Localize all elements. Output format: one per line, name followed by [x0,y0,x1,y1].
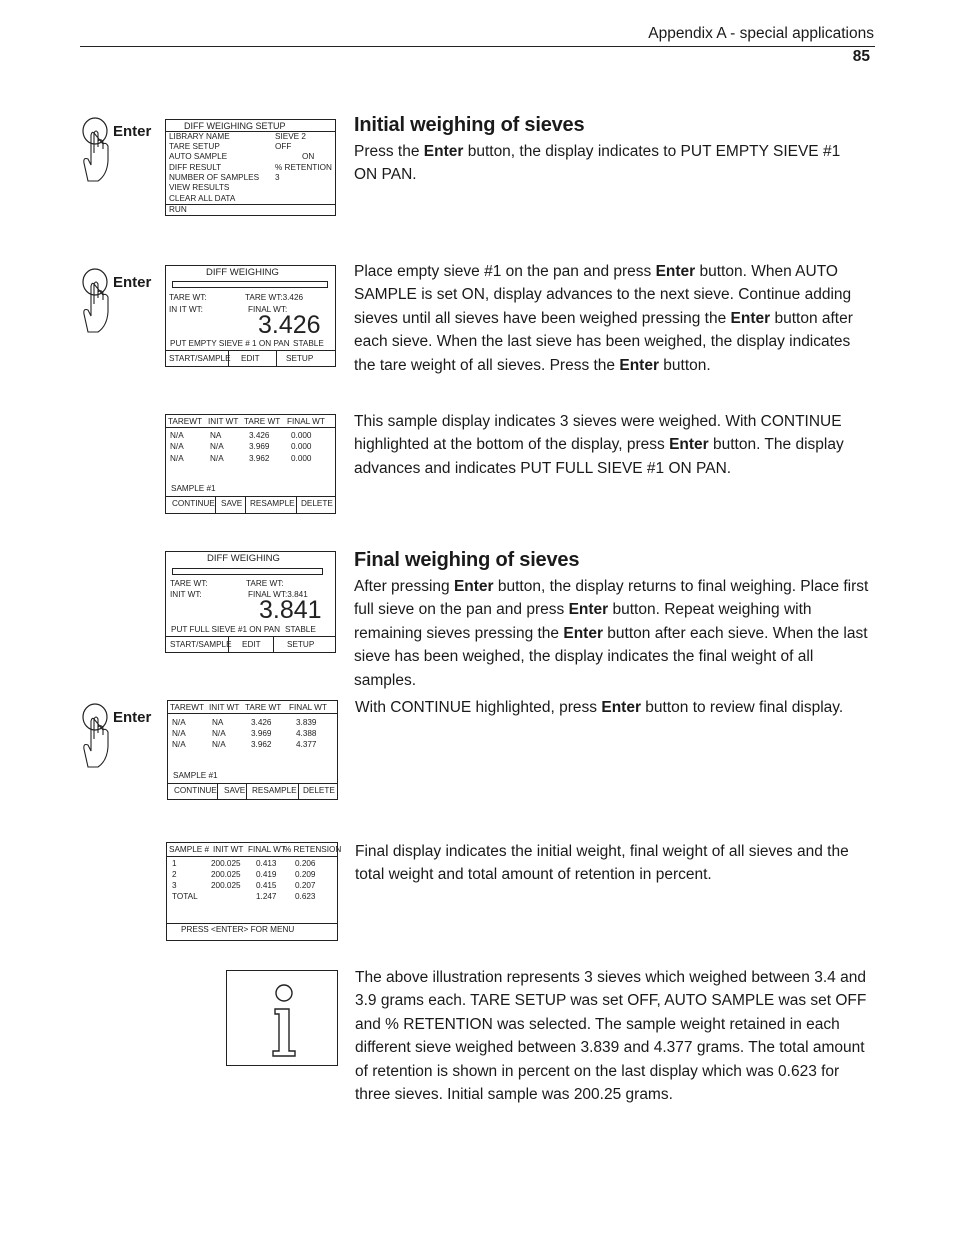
info-box [226,970,338,1066]
column-header: SAMPLE # [169,845,210,854]
paragraph: This sample display indicates 3 sieves were weighed. With CONTINUE highlighted at the bottom of the display, press Enter button. The display advances and indicates PUT FULL SIEVE #1 ON PAN. [354,413,844,477]
setup-label: NUMBER OF SAMPLES [169,173,260,182]
table-cell: N/A [210,454,224,463]
info-icon [227,971,336,1064]
weighing-display [165,551,336,653]
table-cell: 0.623 [295,892,316,901]
column-header: INIT WT [208,417,239,426]
running-header: Appendix A - special applications [648,25,874,42]
edit-softkey: EDIT [241,354,260,363]
column-header: FINAL WT [248,845,286,854]
table-cell: NA [212,718,224,727]
resample-softkey: RESAMPLE [250,499,295,508]
section-heading: Initial weighing of sieves [354,114,585,136]
table-cell: N/A [172,740,186,749]
enter-label: Enter [113,123,152,140]
tare-value: TARE WT: [246,579,284,588]
continue-softkey: CONTINUE [174,786,217,795]
resample-softkey: RESAMPLE [252,786,297,795]
setup-label: DIFF RESULT [169,163,222,172]
setup-label: LIBRARY NAME [169,132,230,141]
display-title: DIFF WEIGHING [207,553,280,564]
page-number: 85 [852,48,870,65]
save-softkey: SAVE [221,499,243,508]
final-label: FINAL WT: [248,305,288,314]
column-header: TARE WT [244,417,281,426]
table-cell: 0.413 [256,859,277,868]
table-cell: 4.377 [296,740,317,749]
table-cell: 0.000 [291,442,312,451]
tare-label: TARE WT: [169,293,207,302]
table-cell: N/A [170,454,184,463]
paragraph: Place empty sieve #1 on the pan and press Enter button. When AUTO SAMPLE is set ON, display advances to the next sieve. Continue adding sieves until all sieves have been weighed pressing the Enter button after each sieve. When the last sieve has been weighed, the display indicates the tare weight of all sieves. Press the Enter button. [354,263,853,374]
column-header: INIT WT [213,845,244,854]
note-paragraph: The above illustration represents 3 sieves which weighed between 3.4 and 3.9 grams each. TARE SETUP was set OFF, AUTO SAMPLE was set OFF and % RETENTION was selected. The sample weight retained in each different sieve weighed between 3.839 and 4.377 grams. The total amount of retention is shown in percent on the last display which was 0.623 for three sieves. Initial sample was 200.25 grams. [355,969,867,1104]
setup-softkey: SETUP [286,354,314,363]
paragraph: Press the Enter button, the display indicates to PUT EMPTY SIEVE #1 ON PAN. [354,143,841,184]
setup-value: SIEVE 2 [275,132,306,141]
table-cell: 3.962 [251,740,272,749]
init-label: IN IT WT: [169,305,203,314]
table-cell: 4.388 [296,729,317,738]
table-cell: 0.209 [295,870,316,879]
column-header: FINAL WT [289,703,327,712]
table-cell: 0.206 [295,859,316,868]
setup-label: AUTO SAMPLE [169,152,228,161]
setup-value: % RETENTION [275,163,332,172]
table-cell: NA [210,431,222,440]
table-cell: N/A [172,729,186,738]
save-softkey: SAVE [224,786,246,795]
table-cell: 0.419 [256,870,277,879]
run-item: RUN [169,205,187,214]
paragraph: After pressing Enter button, the display returns to final weighing. Place first full sieve on the pan and press Enter button. Repeat weighing with remaining sieves pressing the Enter button after each sieve. When the last sieve has been weighed, the display indicates the final weight of all samples. [354,578,869,689]
table-cell: 200.025 [211,870,241,879]
table-cell: N/A [212,729,226,738]
final-value: FINAL WT:3.841 [248,590,308,599]
table-cell: N/A [172,718,186,727]
table-cell: 0.000 [291,431,312,440]
tare-label: TARE WT: [170,579,208,588]
sample-label: SAMPLE #1 [173,771,218,780]
table-cell: 3.962 [249,454,270,463]
table-cell: 2 [172,870,177,879]
column-header: FINAL WT [287,417,325,426]
table-cell: 3.839 [296,718,317,727]
table-cell: 200.025 [211,881,241,890]
setup-softkey: SETUP [287,640,315,649]
display-title: DIFF WEIGHING SETUP [184,121,286,131]
tare-value: TARE WT:3.426 [245,293,304,302]
setup-label: CLEAR ALL DATA [169,194,236,203]
stable-indicator: STABLE [285,625,316,634]
table-cell: N/A [170,431,184,440]
weighing-display [165,265,336,367]
table-cell: 0.000 [291,454,312,463]
tare-results-display [165,414,336,514]
weight-reading: 3.426 [258,311,321,339]
status-message: PUT EMPTY SIEVE # 1 ON PAN [170,339,290,348]
init-label: INIT WT: [170,590,202,599]
progress-bar [172,281,328,288]
final-results-display [167,700,338,800]
setup-label: VIEW RESULTS [169,183,230,192]
delete-softkey: DELETE [301,499,333,508]
display-title: DIFF WEIGHING [206,267,279,278]
paragraph: With CONTINUE highlighted, press Enter button to review final display. [355,699,844,716]
table-cell: 3.426 [251,718,272,727]
sample-label: SAMPLE #1 [171,484,216,493]
table-cell: N/A [210,442,224,451]
setup-value: ON [302,152,315,161]
table-cell: 3.969 [249,442,270,451]
enter-label: Enter [113,274,152,291]
table-cell: 0.207 [295,881,316,890]
table-cell: 1 [172,859,177,868]
setup-label: TARE SETUP [169,142,220,151]
delete-softkey: DELETE [303,786,335,795]
table-cell: 3 [172,881,177,890]
weight-reading: 3.841 [259,596,322,624]
enter-label: Enter [113,709,152,726]
table-cell: 3.969 [251,729,272,738]
table-cell: 1.247 [256,892,277,901]
table-cell: N/A [212,740,226,749]
column-header: TARE WT [245,703,282,712]
setup-display [165,119,336,216]
status-message: PUT FULL SIEVE #1 ON PAN [171,625,281,634]
retention-summary-display [166,842,342,941]
column-header: INIT WT [209,703,240,712]
table-cell: TOTAL [172,892,198,901]
header-rule [80,46,875,47]
table-cell: 200.025 [211,859,241,868]
table-cell: 3.426 [249,431,270,440]
table-cell: N/A [170,442,184,451]
stable-indicator: STABLE [293,339,324,348]
table-cell: 0.415 [256,881,277,890]
menu-prompt: PRESS <ENTER> FOR MENU [181,925,295,934]
column-header: TAREWT [168,417,202,426]
continue-softkey: CONTINUE [172,499,215,508]
column-header: TAREWT [170,703,204,712]
start-sample-softkey: START/SAMPLE [169,354,231,363]
start-sample-softkey: START/SAMPLE [170,640,232,649]
column-header: % RETENSION [284,845,342,854]
edit-softkey: EDIT [242,640,261,649]
setup-value: OFF [275,142,292,151]
progress-bar [172,568,323,575]
section-heading: Final weighing of sieves [354,549,580,571]
paragraph: Final display indicates the initial weight, final weight of all sieves and the total weight and total amount of retention in percent. [355,843,849,884]
setup-value: 3 [275,173,280,182]
